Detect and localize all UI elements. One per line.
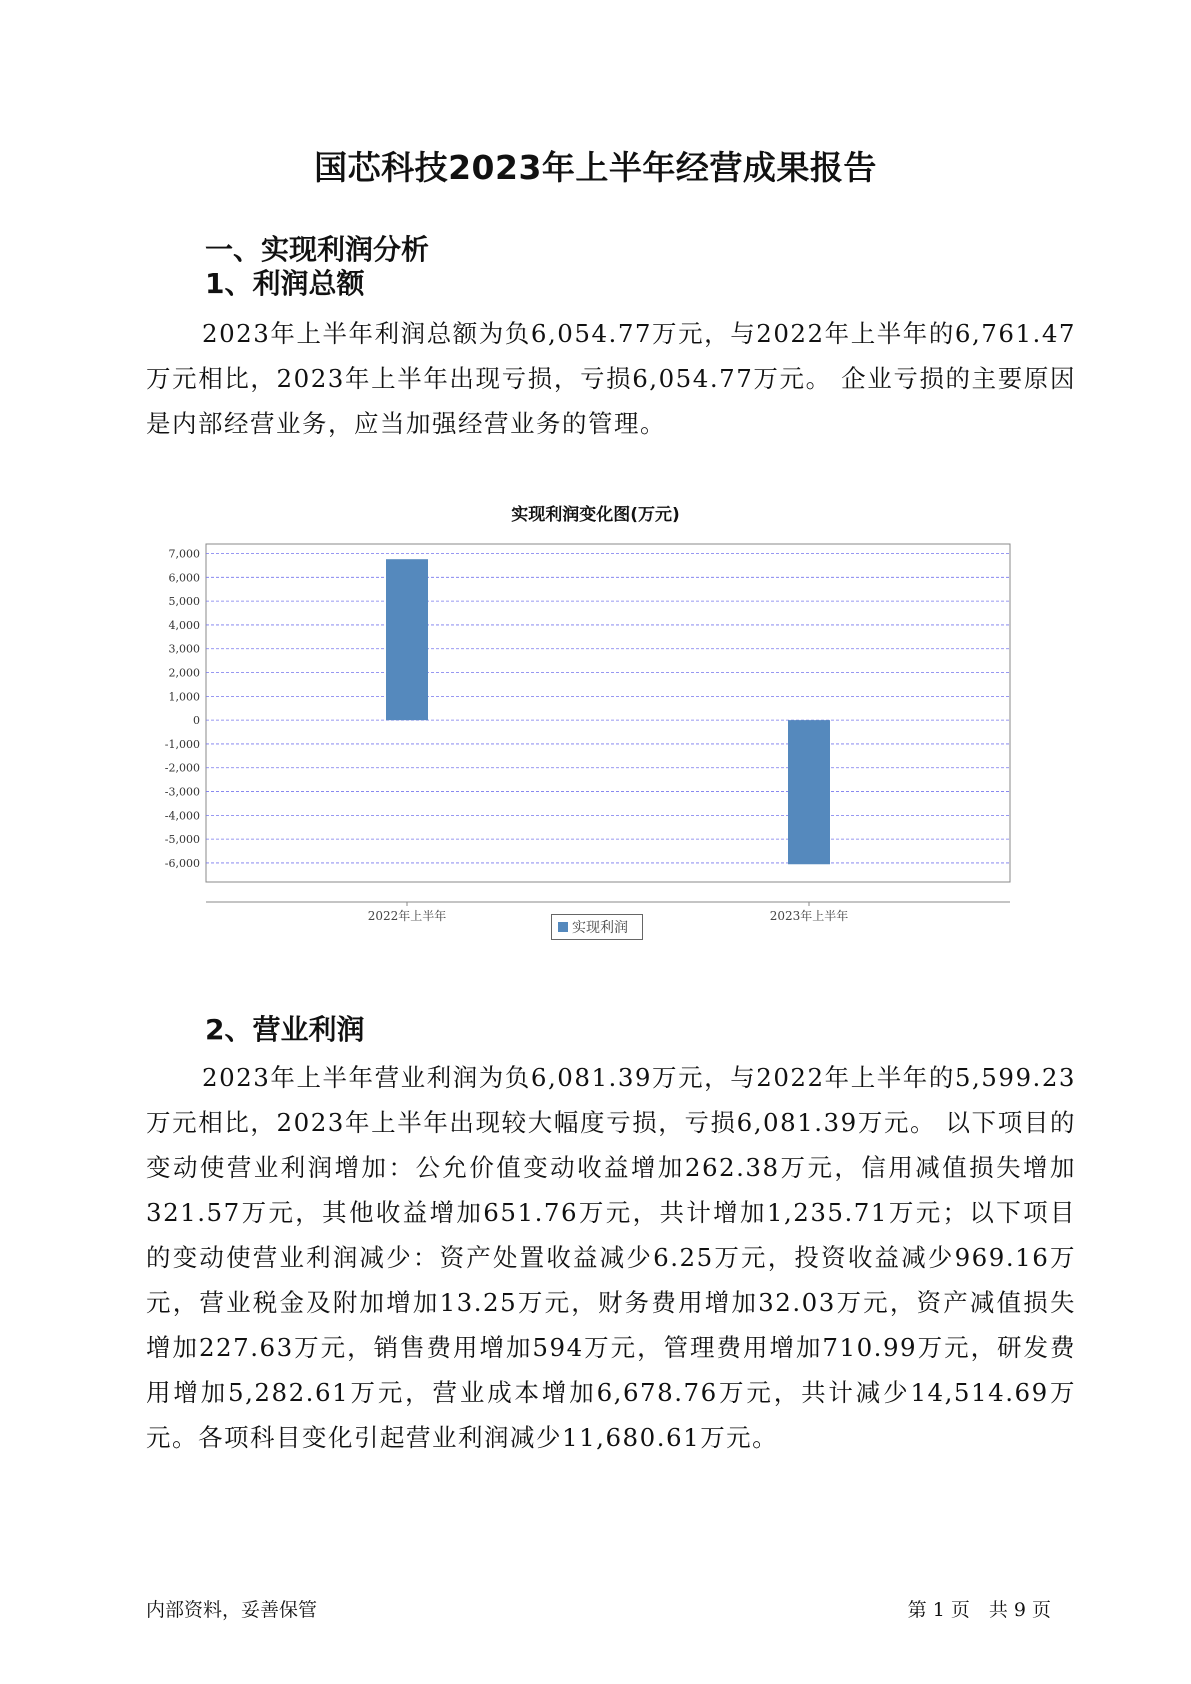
bar xyxy=(386,559,428,720)
x-tick-label: 2023年上半年 xyxy=(769,909,849,923)
y-tick-label: -6,000 xyxy=(164,856,200,870)
y-tick-label: 2,000 xyxy=(168,666,200,680)
subheading-total-profit: 1、利润总额 xyxy=(205,267,365,300)
section-heading-profit-analysis: 一、实现利润分析 xyxy=(205,233,430,266)
y-tick-label: 4,000 xyxy=(168,618,200,632)
y-tick-label: -3,000 xyxy=(164,785,200,799)
y-tick-label: -1,000 xyxy=(164,737,200,751)
y-tick-label: 1,000 xyxy=(168,690,200,704)
legend-label: 实现利润 xyxy=(572,920,628,936)
footer-confidential-note: 内部资料，妥善保管 xyxy=(146,1599,318,1621)
subheading-operating-profit: 2、营业利润 xyxy=(205,1013,365,1046)
y-tick-label: 6,000 xyxy=(168,571,200,585)
y-tick-label: 3,000 xyxy=(168,642,200,656)
y-tick-label: 5,000 xyxy=(168,595,200,609)
y-tick-label: 0 xyxy=(193,714,200,728)
y-axis-ticks xyxy=(165,548,200,870)
plot-area xyxy=(206,544,1010,882)
footer-page-number: 第 1 页 共 9 页 xyxy=(907,1599,1051,1621)
y-tick-label: -2,000 xyxy=(164,761,200,775)
legend-swatch xyxy=(558,922,568,932)
paragraph-total-profit: 2023年上半年利润总额为负6,054.77万元，与2022年上半年的6,761.47万元相比，2023年上半年出现亏损，亏损6,054.77万元。 企业亏损的主要原因是内部经营业务，应当加强经营业务的管理。 xyxy=(146,319,1076,438)
chart-title: 实现利润变化图(万元) xyxy=(511,505,680,525)
bar xyxy=(788,720,830,864)
y-tick-label: -5,000 xyxy=(164,833,200,847)
y-tick-label: 7,000 xyxy=(168,547,200,561)
chart-legend xyxy=(551,914,643,940)
page-title: 国芯科技2023年上半年经营成果报告 xyxy=(314,148,877,187)
profit-bar-chart xyxy=(160,530,1020,923)
y-tick-label: -4,000 xyxy=(164,809,200,823)
x-tick-label: 2022年上半年 xyxy=(367,909,447,923)
paragraph-operating-profit: 2023年上半年营业利润为负6,081.39万元，与2022年上半年的5,599.23万元相比，2023年上半年出现较大幅度亏损，亏损6,081.39万元。 以下项目的变动使营业利润增加：公允价值变动收益增加262.38万元，信用减值损失增加321.57万元，其他收益增加651.76万元，共计增加1,235.71万元；以下项目的变动使营业利润减少：资产处置收益减少6.25万元，投资收益减少969.16万元，营业税金及附加增加13.25万元，财务费用增加32.03万元，资产减值损失增加227.63万元，销售费用增加594万元，管理费用增加710.99万元，研发费用增加5,282.61万元，营业成本增加6,678.76万元，共计减少14,514.69万元。各项科目变化引起营业利润减少11,680.61万元。 xyxy=(146,1063,1076,1452)
